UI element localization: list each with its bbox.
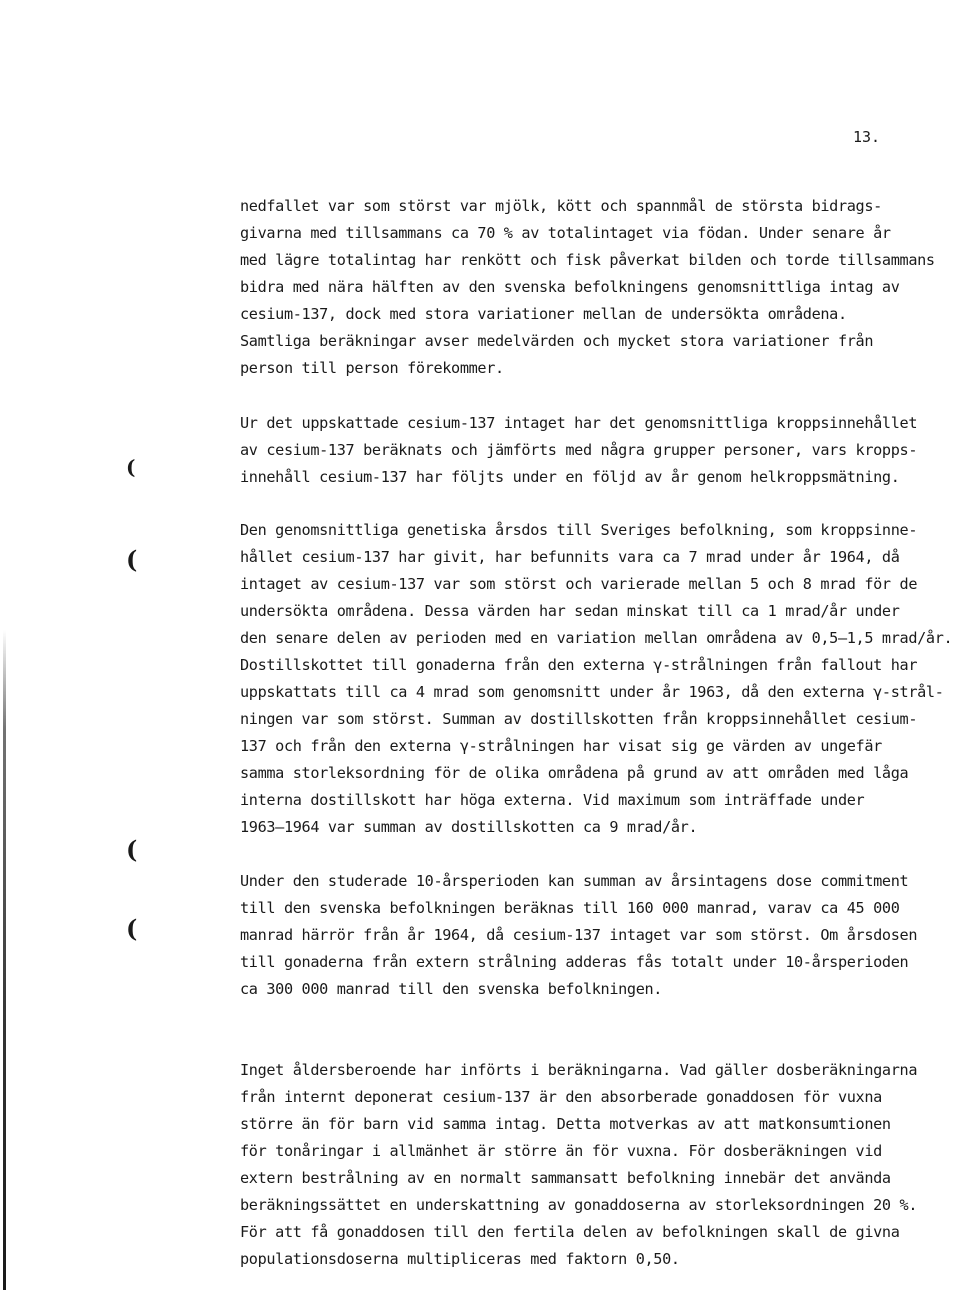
text-line: manrad härrör från år 1964, då cesium-137 intaget var som störst. Om årsdosen [240,926,918,944]
page-number: 13. [853,128,881,146]
text-line: beräkningssättet en underskattning av gonaddoserna av storleksordningen 20 %. [240,1196,918,1214]
margin-bracket-mark: ( [126,545,138,574]
text-line: Under den studerade 10-årsperioden kan summan av årsintagens dose commitment [240,872,909,890]
text-line: cesium-137, dock med stora variationer mellan de undersökta områdena. [240,305,847,323]
paragraph-dose-commitment [240,868,960,1003]
text-line: person till person förekommer. [240,359,504,377]
text-line: Samtliga beräkningar avser medelvärden och mycket stora variationer från [240,332,874,350]
text-line: Dostillskottet till gonaderna från den externa γ-strålningen från fallout har [240,656,918,674]
paragraph-age-dependence [240,1057,960,1273]
text-line: 1963–1964 var summan av dostillskotten ca 9 mrad/år. [240,818,698,836]
text-line: nedfallet var som störst var mjölk, kött och spannmål de största bidrags- [240,197,882,215]
text-line: samma storleksordning för de olika områdena på grund av att områden med låga [240,764,909,782]
text-line: Ur det uppskattade cesium-137 intaget har det genomsnittliga kroppsinnehållet [240,414,918,432]
text-line: Inget åldersberoende har införts i beräkningarna. Vad gäller dosberäkningarna [240,1061,918,1079]
text-line: till den svenska befolkningen beräknas till 160 000 manrad, varav ca 45 000 [240,899,900,917]
paragraph-body-content [240,410,960,491]
text-line: den senare delen av perioden med en variation mellan områdena av 0,5–1,5 mrad/år. [240,629,953,647]
text-line: ca 300 000 manrad till den svenska befolkningen. [240,980,663,998]
text-line: innehåll cesium-137 har följts under en följd av år genom helkroppsmätning. [240,468,900,486]
paragraph-food-intake [240,193,960,382]
paragraph-genetic-dose [240,517,960,841]
text-line: Den genomsnittliga genetiska årsdos till Sveriges befolkning, som kroppsinne- [240,521,918,539]
text-line: bidra med nära hälften av den svenska befolkningens genomsnittliga intag av [240,278,900,296]
text-line: interna dostillskott har höga externa. Vid maximum som inträffade under [240,791,865,809]
text-line: givarna med tillsammans ca 70 % av totalintaget via födan. Under senare år [240,224,891,242]
text-line: större än för barn vid samma intag. Detta motverkas av att matkonsumtionen [240,1115,891,1133]
text-line: 137 och från den externa γ-strålningen har visat sig ge värden av ungefär [240,737,882,755]
margin-bracket-mark: ( [126,835,138,864]
text-line: ningen var som störst. Summan av dostillskotten från kroppsinnehållet cesium- [240,710,918,728]
text-line: hållet cesium-137 har givit, har befunnits vara ca 7 mrad under år 1964, då [240,548,900,566]
text-line: För att få gonaddosen till den fertila delen av befolkningen skall de givna [240,1223,900,1241]
text-line: uppskattats till ca 4 mrad som genomsnitt under år 1963, då den externa γ-strål- [240,683,944,701]
text-line: till gonaderna från extern strålning adderas fås totalt under 10-årsperioden [240,953,909,971]
text-line: av cesium-137 beräknats och jämförts med några grupper personer, vars kropps- [240,441,918,459]
text-line: med lägre totalintag har renkött och fisk påverkat bilden och torde tillsammans [240,251,935,269]
text-line: populationsdoserna multipliceras med faktorn 0,50. [240,1250,680,1268]
text-line: extern bestrålning av en normalt sammansatt befolkning innebär det använda [240,1169,891,1187]
margin-bracket-mark: ( [126,914,138,943]
scan-edge-line [3,630,6,1290]
margin-bracket-mark: ( [126,455,136,479]
text-line: för tonåringar i allmänhet är större än för vuxna. För dosberäkningen vid [240,1142,882,1160]
text-line: undersökta områdena. Dessa värden har sedan minskat till ca 1 mrad/år under [240,602,900,620]
text-line: intaget av cesium-137 var som störst och varierade mellan 5 och 8 mrad för de [240,575,918,593]
text-line: från internt deponerat cesium-137 är den absorberade gonaddosen för vuxna [240,1088,882,1106]
